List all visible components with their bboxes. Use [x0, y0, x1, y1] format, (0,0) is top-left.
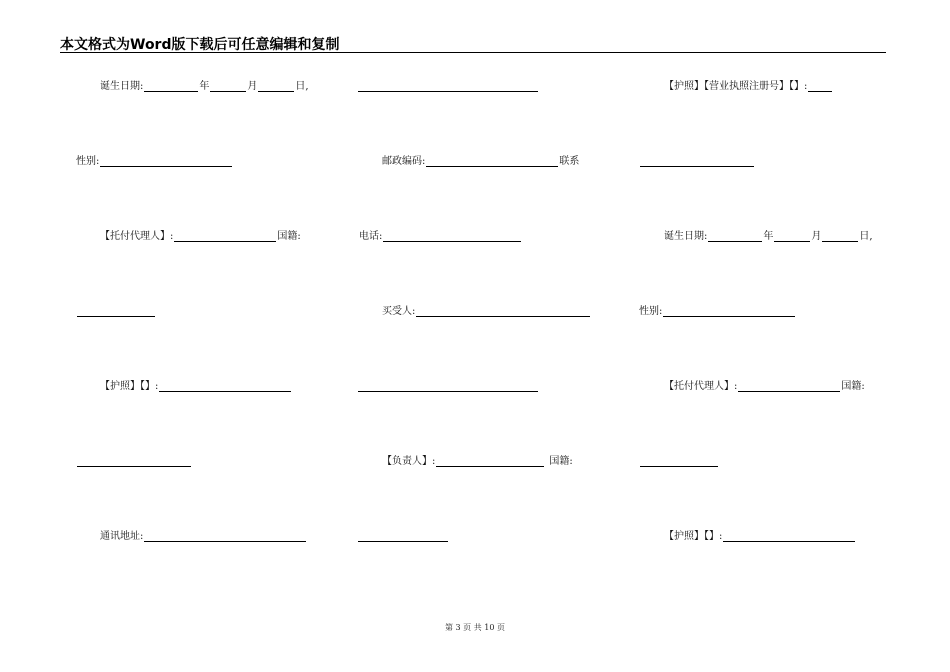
- nationality-label-2: 国籍:: [841, 381, 865, 392]
- birth-year-blank[interactable]: [144, 81, 198, 92]
- buyer-label: 买受人:: [382, 306, 416, 317]
- blank-field-5: [639, 453, 719, 467]
- blank-line[interactable]: [358, 81, 538, 92]
- form-row-3: [0, 228, 950, 244]
- month-label: 月: [247, 81, 258, 92]
- birth-date-label: 诞生日期:: [100, 81, 144, 92]
- contact-field: [639, 153, 755, 167]
- buyer-blank[interactable]: [416, 306, 590, 317]
- gender-blank[interactable]: [100, 156, 232, 167]
- blank-field-3: [357, 378, 539, 392]
- responsible-label: 【负责人】:: [382, 456, 436, 467]
- agent-label: 【托付代理人】:: [100, 231, 174, 242]
- page-number: 第 3 页 共 10 页: [445, 623, 505, 632]
- blank-line-2[interactable]: [77, 306, 155, 317]
- nationality-label: 国籍:: [277, 231, 301, 242]
- year-label-2: 年: [763, 231, 774, 242]
- gender-blank-2[interactable]: [663, 306, 795, 317]
- birth-date-label-2: 诞生日期:: [664, 231, 708, 242]
- passport-field: [100, 378, 292, 392]
- phone-field: [359, 228, 522, 242]
- birth-month-blank-2[interactable]: [774, 231, 810, 242]
- agent-field-2: [664, 378, 865, 392]
- day-label: 日,: [295, 81, 309, 92]
- birth-day-blank-2[interactable]: [822, 231, 858, 242]
- phone-label: 电话:: [359, 231, 383, 242]
- birth-year-blank-2[interactable]: [708, 231, 762, 242]
- passport-blank-2[interactable]: [723, 531, 855, 542]
- blank-field-6: [357, 528, 449, 542]
- postal-code-field: [382, 153, 579, 167]
- blank-field-4: [76, 453, 192, 467]
- contact-label: 联系: [559, 156, 580, 167]
- blank-line-6[interactable]: [358, 531, 448, 542]
- birth-day-blank[interactable]: [258, 81, 294, 92]
- postal-code-blank[interactable]: [426, 156, 558, 167]
- year-label: 年: [199, 81, 210, 92]
- birth-month-blank[interactable]: [210, 81, 246, 92]
- passport-field-2: [664, 528, 856, 542]
- passport-license-field: [664, 78, 833, 92]
- phone-blank[interactable]: [383, 231, 521, 242]
- address-blank[interactable]: [144, 531, 306, 542]
- agent-label-2: 【托付代理人】:: [664, 381, 738, 392]
- form-row-4: [0, 303, 950, 319]
- address-field: [100, 528, 307, 542]
- form-row-1: [0, 78, 950, 94]
- passport-blank[interactable]: [159, 381, 291, 392]
- postal-code-label: 邮政编码:: [382, 156, 426, 167]
- gender-label-2: 性别:: [639, 306, 663, 317]
- passport-license-label: 【护照】【营业执照注册号】【】:: [664, 81, 808, 92]
- day-label-2: 日,: [859, 231, 873, 242]
- gender-field-2: [639, 303, 796, 317]
- contact-blank[interactable]: [640, 156, 754, 167]
- header-divider: [60, 52, 886, 53]
- birth-date-field-2: [664, 228, 873, 242]
- passport-label: 【护照】【】:: [100, 381, 159, 392]
- form-row-6: [0, 453, 950, 469]
- agent-field: [100, 228, 301, 242]
- birth-date-field: [100, 78, 309, 92]
- passport-label-2: 【护照】【】:: [664, 531, 723, 542]
- blank-line-5[interactable]: [640, 456, 718, 467]
- address-label: 通讯地址:: [100, 531, 144, 542]
- month-label-2: 月: [811, 231, 822, 242]
- blank-line-4[interactable]: [77, 456, 191, 467]
- passport-license-blank[interactable]: [808, 81, 832, 92]
- blank-line-3[interactable]: [358, 381, 538, 392]
- responsible-blank[interactable]: [436, 456, 544, 467]
- agent-blank-2[interactable]: [738, 381, 840, 392]
- gender-field: [76, 153, 233, 167]
- nationality-label-3: 国籍:: [549, 456, 573, 467]
- blank-field: [357, 78, 539, 92]
- agent-blank[interactable]: [174, 231, 276, 242]
- buyer-field: [382, 303, 591, 317]
- form-row-2: [0, 153, 950, 169]
- form-row-7: [0, 528, 950, 544]
- responsible-field: [382, 453, 573, 467]
- gender-label: 性别:: [76, 156, 100, 167]
- form-row-5: [0, 378, 950, 394]
- blank-field-2: [76, 303, 156, 317]
- document-header-title: 本文格式为Word版下载后可任意编辑和复制: [60, 37, 340, 53]
